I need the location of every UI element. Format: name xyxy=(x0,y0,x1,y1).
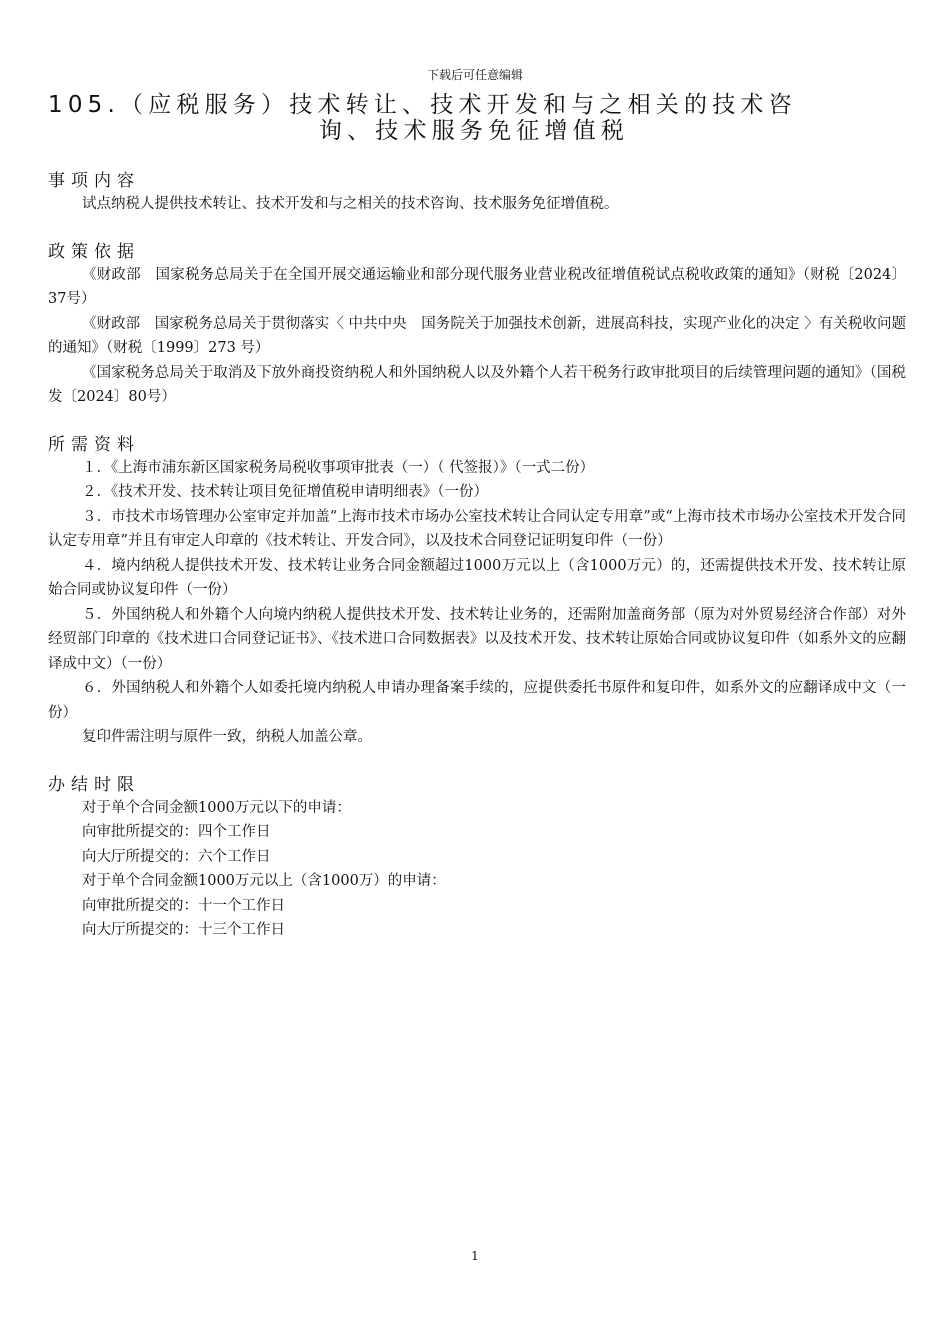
section-policy-basis xyxy=(48,241,906,410)
policy-basis-paragraph: 《国家税务总局关于取消及下放外商投资纳税人和外国纳税人以及外籍个人若干税务行政审批项目的后续管理问题的通知》（国税发〔2024〕80号） xyxy=(48,364,906,405)
document-title-line-1: 105.（应税服务）技术转让、技术开发和与之相关的技术咨 xyxy=(48,92,797,118)
section-heading-processing-deadline: 办结时限 xyxy=(48,774,140,795)
document-title xyxy=(48,92,900,144)
section-heading-content: 事项内容 xyxy=(48,171,140,191)
document-body xyxy=(48,170,906,967)
deadline-line: 向审批所提交的：四个工作日 xyxy=(82,824,271,840)
material-item: ４．境内纳税人提供技术开发、技术转让业务合同金额超过1000万元以上（含1000万元）的，还需提供技术开发、技术转让原始合同或协议复印件（一份） xyxy=(48,557,906,598)
section-processing-deadline xyxy=(48,774,906,943)
deadline-line: 向大厅所提交的：十三个工作日 xyxy=(82,922,285,938)
section-heading-policy-basis: 政策依据 xyxy=(48,241,140,262)
policy-basis-paragraph: 《财政部 国家税务总局关于在全国开展交通运输业和部分现代服务业营业税改征增值税试点税收政策的通知》（财税〔2024〕37号） xyxy=(48,266,906,307)
material-item: ３．市技术市场管理办公室审定并加盖“上海市技术市场办公室技术转让合同认定专用章”或“上海市技术市场办公室技术开发合同认定专用章”并且有审定人印章的《技术转让、开发合同》，以及技术合同登记证明复印件（一份） xyxy=(48,508,906,549)
material-item: １．《上海市浦东新区国家税务局税收事项审批表（一）（ 代签报）》（一式二份） xyxy=(82,459,595,476)
deadline-line: 对于单个合同金额1000万元以上（含1000万）的申请： xyxy=(82,873,446,889)
material-item: ２．《技术开发、技术转让项目免征增值税申请明细表》（一份） xyxy=(82,484,488,500)
section-heading-required-materials: 所需资料 xyxy=(48,434,140,455)
page-number: 1 xyxy=(471,1249,479,1263)
deadline-line: 向审批所提交的：十一个工作日 xyxy=(82,897,285,914)
material-item: ５．外国纳税人和外籍个人向境内纳税人提供技术开发、技术转让业务的，还需附加盖商务部（原为对外贸易经济合作部）对外经贸部门印章的《技术进口合同登记证书》、《技术进口合同数据表》以及技术开发、技术转让原始合同或协议复印件（如系外文的应翻译成中文）（一份） xyxy=(48,606,906,672)
material-note: 复印件需注明与原件一致，纳税人加盖公章。 xyxy=(82,729,372,745)
material-item: ６．外国纳税人和外籍个人如委托境内纳税人申请办理备案手续的，应提供委托书原件和复印件，如系外文的应翻译成中文（一份） xyxy=(48,680,906,721)
deadline-line: 向大厅所提交的：六个工作日 xyxy=(82,848,271,865)
policy-basis-paragraph: 《财政部 国家税务总局关于贯彻落实〈 中共中央 国务院关于加强技术创新，进展高科技，实现产业化的决定 〉有关税收问题的通知》（财税〔1999〕273 号） xyxy=(48,315,906,356)
document-title-line-2: 询、技术服务免征增值税 xyxy=(318,118,630,144)
header-note: 下载后可任意编辑 xyxy=(426,68,523,82)
content-paragraph: 试点纳税人提供技术转让、技术开发和与之相关的技术咨询、技术服务免征增值税。 xyxy=(82,196,619,212)
section-required-materials xyxy=(48,434,906,750)
deadline-line: 对于单个合同金额1000万元以下的申请： xyxy=(82,799,351,816)
section-content xyxy=(48,170,906,217)
